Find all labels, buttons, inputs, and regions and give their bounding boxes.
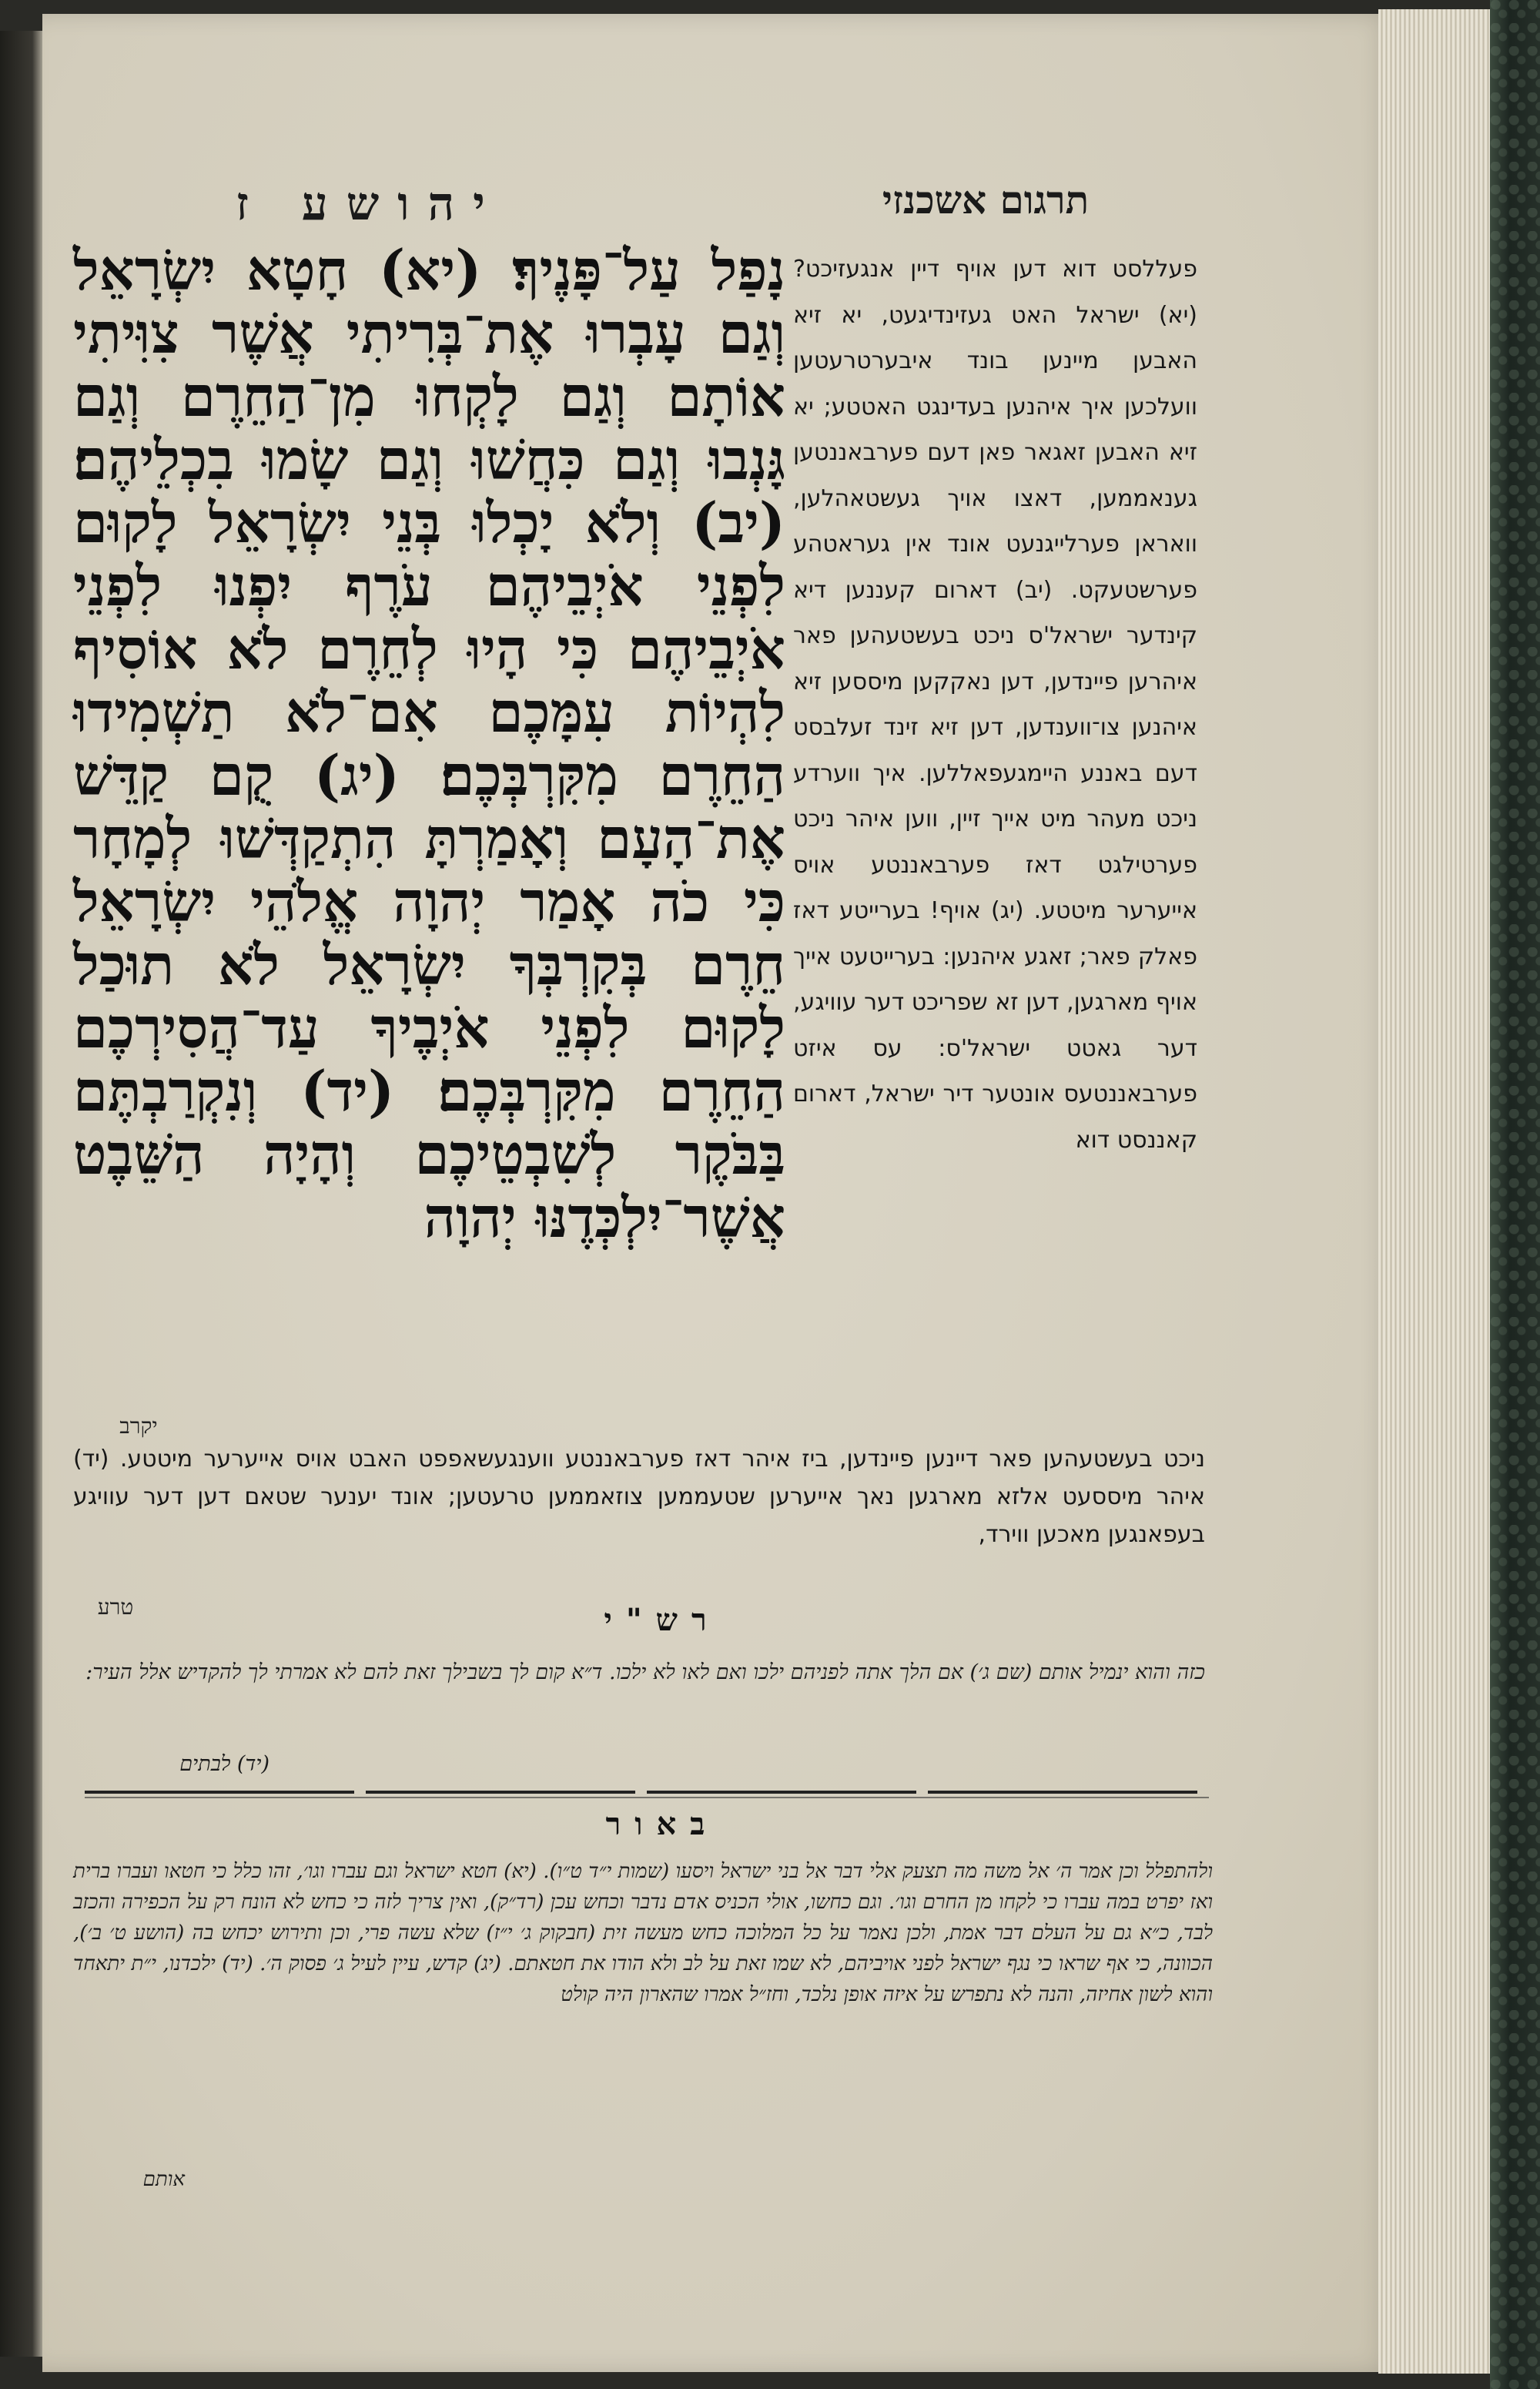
hebrew-catchword: יקרב	[119, 1413, 158, 1439]
hebrew-verse-column: נָפַל עַל־פָּנֶיךָ׃ (יא) חָטָא יִשְׂרָאֵל וְגַם עָבְרוּ אֶת־בְּרִיתִי אֲשֶׁר צִוִּיתִי אוֹתָם וְגַם לָקְחוּ מִן־הַחֵרֶם וְגַם גָּנְבוּ וְגַם כִּחֲשׁוּ וְגַם שָׂמוּ בִכְלֵיהֶם׃ (יב) וְלֹא יָכְלוּ בְּנֵי יִשְׂרָאֵל לָקוּם לִפְנֵי אֹיְבֵיהֶם עֹרֶף יִפְנוּ לִפְנֵי אֹיְבֵיהֶם כִּי הָיוּ לְחֵרֶם לֹא אוֹסִיף לִהְיוֹת עִמָּכֶם אִם־לֹא תַשְׁמִידוּ הַחֵרֶם מִקִּרְבְּכֶם׃ (יג) קֻם קַדֵּשׁ אֶת־הָעָם וְאָמַרְתָּ הִתְקַדְּשׁוּ לְמָחָר כִּי כֹה אָמַר יְהוָה אֱלֹהֵי יִשְׂרָאֵל חֵרֶם בְּקִרְבְּךָ יִשְׂרָאֵל לֹא תוּכַל לָקוּם לִפְנֵי אֹיְבֶיךָ עַד־הֲסִירְכֶם הַחֵרֶם מִקִּרְבְּכֶם׃ (יד) וְנִקְרַבְתֶּם בַּבֹּקֶר לְשִׁבְטֵיכֶם וְהָיָה הַשֵּׁבֶט אֲשֶׁר־יִלְכְּדֶנּוּ יְהוָה	[73, 237, 786, 1250]
biur-commentary: ולהתפלל וכן אמר ה׳ אל משה מה תצעק אלי דבר אל בני ישראל ויסעו (שמות י״ד ט״ו). (יא) חטא ישראל וגם עברו וגו׳, זהו כלל כי חטאו ועברו ברית ואז יפרט במה עברו כי לקחו מן החרם וגו׳. וגם כחשו, אולי הכניס אדם נדבר וכחש עכן (רד״ק), ואין צריך לזה כי כחש לא הונח רק על הכפירה והכזב לבד, כ״א גם על העלם דבר אמת, ולכן נאמר על כל המלוכה כחש מעשה זית (חבקוק ג׳ י״ז) שלא עשה פרי, וכן ותירוש יכחש בה (הושע ט׳ ב׳), הכוונה, כי אף שראו כי נגף ישראל לפני אויביהם, לא שמו זאת על לב ולא הודו את חטאתם. (יג) קדש, עיין לעיל ג׳ פסוק ה׳. (יד) ילכדנו, י״ת יתאחד והוא לשון אחיזה, והנה לא נתפרש על איזה אופן נלכד, וחז״ל אמרו שהארון היה קולט	[73, 1860, 1213, 2006]
biur-catchword: אותם	[142, 2168, 185, 2191]
yiddish-catchword: טרע	[97, 1594, 134, 1620]
rashi-catchword: (יד) לבתים	[179, 1752, 270, 1776]
section-divider	[85, 1791, 1209, 1794]
marbled-cover	[1490, 0, 1540, 2389]
header-book-chapter: יהושע ז	[236, 177, 504, 231]
biur-heading: באור	[605, 1806, 719, 1842]
section-divider-underline	[85, 1797, 1209, 1798]
yiddish-translation-continuation: ניכט בעשטעהען פאר דיינען פיינדען, ביז איהר דאז פערבאננטע ווענגעשאפפט האבט אויס אייערער מיטטע. (יד) איהר מיססעט אלזא מארגען נאך אייערען שטעממען צוזאממען טרעטען; אונד יענער שטאם דען דער עוויגע בעפאנגען מאכען ווירד,	[73, 1446, 1205, 1548]
header-targum-title: תרגום אשכנזי	[882, 177, 1090, 223]
page-edges	[1378, 9, 1494, 2374]
yiddish-translation-column: פעללסט דוא דען אויף דיין אנגעזיכט? (יא) ישראל האט געזינדיגעט, יא זיא האבען מיינען בונד איבערטרעטען וועלכען איך איהנען בעדינגט האטטע; יא זיא האבען זאגאר פאן דעם פערבאננטען גענאממען, דאצו אויך געשטאהלען, וואראן פערלייגנעט אונד אין געראטהע פערשטעקט. (יב) דארום קעננען דיא קינדער ישראל'ס ניכט בעשטעהען פאר איהרען פיינדען, דען נאקקען מיססען זיא איהנען צו־ווענדען, דען זיא זינד זעלבסט דעם באננע היימגעפאללען. איך ווערדע ניכט מעהר מיט אייך זיין, ווען איהר ניכט פערטילגט דאז פערבאננטע אויס אייערער מיטטע. (יג) אויף! בערייטע דאז פאלק פאר; זאגע איהנען: בערייטעט אייך אויף מארגען, דען זא שפריכט דער עוויגע, דער גאטט ישראל'ס: עס איזט פערבאננטעס אונטער דיר ישראל, דארום קאננסט דוא	[793, 256, 1197, 1154]
rashi-commentary: כזה והוא ינמיל אותם (שם ג׳) אם הלך אתה לפניהם ילכו ואם לאו לא ילכו. ד״א קום לך בשבילך זאת להם לא אמרתי לך להקדיש אלל העיר:	[85, 1660, 1205, 1684]
rashi-heading: רש"י	[604, 1602, 721, 1638]
binding-gutter	[0, 31, 46, 2357]
